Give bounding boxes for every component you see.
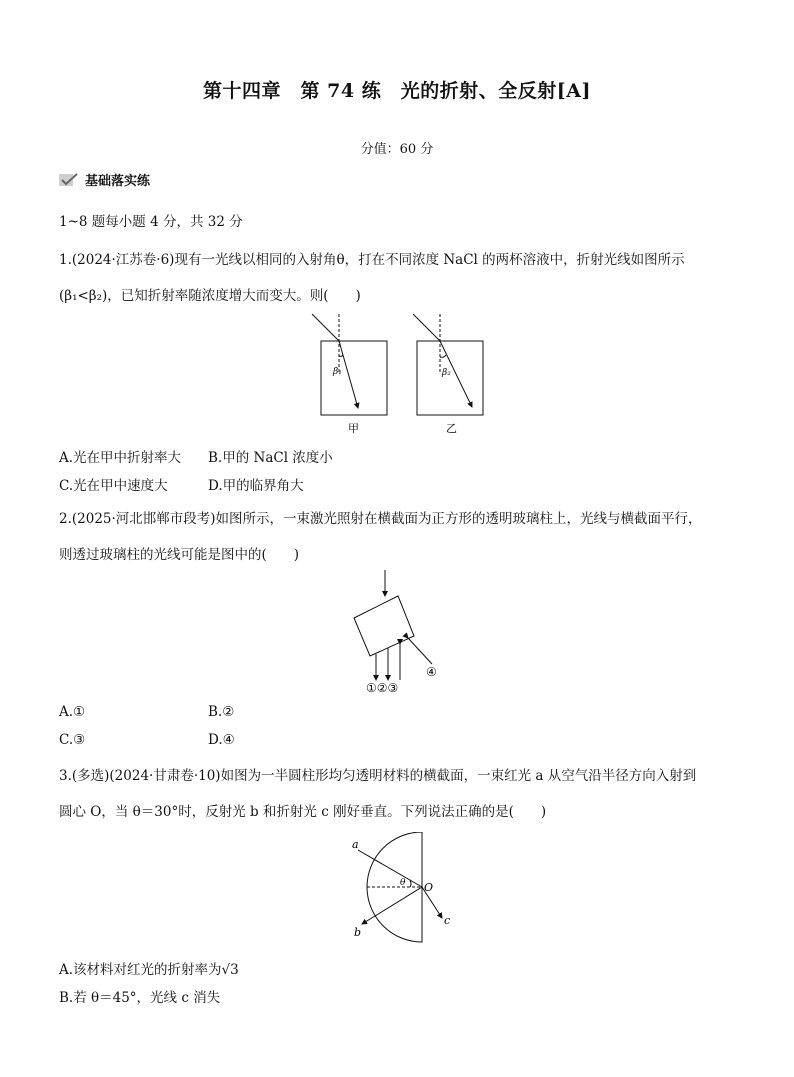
cup-jia: [312, 314, 387, 435]
label-o: O: [424, 881, 434, 894]
score-label: 分值：60 分: [360, 142, 434, 157]
q2-figure: [346, 566, 446, 696]
q1-option-c[interactable]: C.光在甲中速度大: [59, 478, 168, 494]
checklist-icon: [59, 173, 79, 187]
q3-stem-line1: 3.(多选)(2024·甘肃卷·10)如图为一半圆柱形均匀透明材料的横截面，一束红光 a 从空气沿半径方向入射到: [59, 768, 697, 784]
q3-figure: [340, 832, 470, 944]
label-b: b: [354, 926, 362, 939]
q2-stem-line1: 2.(2025·河北邯郸市段考)如图所示，一束激光照射在横截面为正方形的透明玻璃柱上，光线与横截面平行，: [59, 511, 702, 527]
ray-label-4: ④: [426, 665, 437, 679]
label-c: c: [444, 914, 451, 927]
q1-stem-line1: 1.(2024·江苏卷·6)现有一光线以相同的入射角θ，打在不同浓度 NaCl 的两杯溶液中，折射光线如图所示: [59, 252, 685, 268]
instructions: 1~8 题每小题 4 分，共 32 分: [59, 214, 243, 230]
label-theta: θ: [400, 878, 406, 888]
cup-yi-label: 乙: [446, 422, 457, 435]
cup-yi: [413, 314, 483, 435]
page-title: 第十四章 第 74 练 光的折射、全反射[A]: [203, 80, 591, 102]
ray-labels-bottom: ①②③: [366, 681, 399, 695]
section-header: [59, 170, 150, 189]
q2-option-a[interactable]: A.①: [59, 704, 86, 720]
q3-option-b[interactable]: B.若 θ＝45°，光线 c 消失: [59, 990, 221, 1006]
q1-option-b[interactable]: B.甲的 NaCl 浓度小: [208, 450, 333, 466]
label-a: a: [352, 838, 359, 851]
q1-stem-line2: (β₁<β₂)，已知折射率随浓度增大而变大。则( ): [59, 288, 361, 304]
q2-stem-line2: 则透过玻璃柱的光线可能是图中的( ): [59, 547, 300, 563]
q2-option-d[interactable]: D.④: [208, 732, 235, 748]
q1-figure: [300, 312, 500, 438]
beta2-label: β₂: [442, 368, 451, 378]
section-title: 基础落实练: [85, 174, 151, 189]
q3-stem-line2: 圆心 O，当 θ＝30°时，反射光 b 和折射光 c 刚好垂直。下列说法正确的是( ): [59, 804, 547, 820]
q3-option-a[interactable]: A.该材料对红光的折射率为√3: [59, 962, 239, 978]
ray-b: [362, 887, 422, 924]
beta1-label: β₁: [333, 367, 342, 377]
q2-option-b[interactable]: B.②: [208, 704, 235, 720]
q1-option-a[interactable]: A.光在甲中折射率大: [59, 450, 182, 466]
cup-jia-label: 甲: [348, 422, 359, 435]
q1-option-d[interactable]: D.甲的临界角大: [208, 478, 304, 494]
q2-option-c[interactable]: C.③: [59, 732, 86, 748]
glass-square: [354, 596, 414, 656]
